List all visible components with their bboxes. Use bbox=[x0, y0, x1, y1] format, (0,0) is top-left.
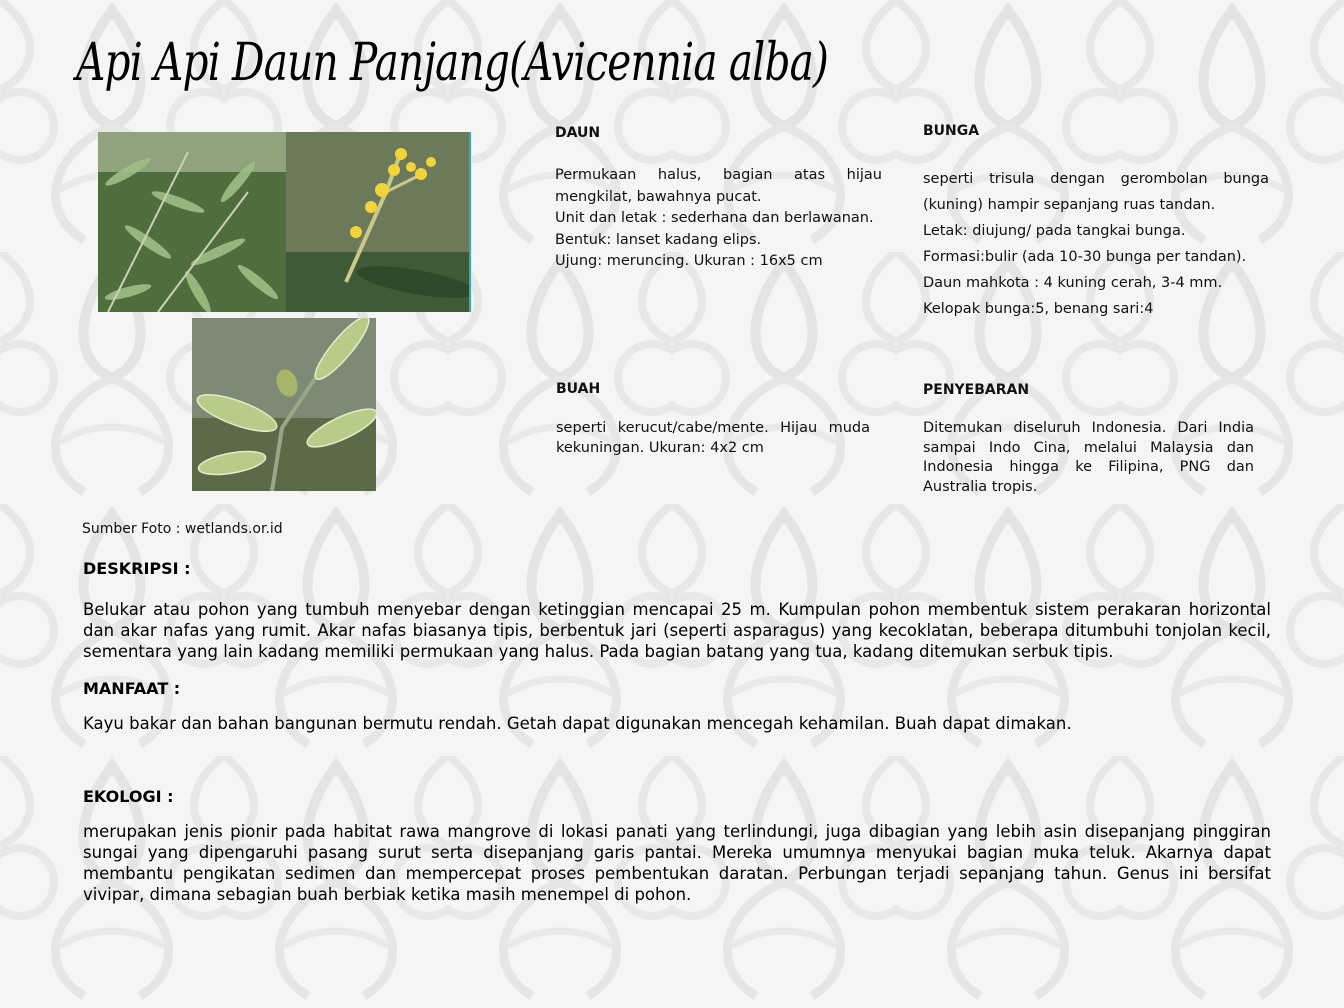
ekologi-heading: EKOLOGI : bbox=[83, 787, 174, 806]
deskripsi-heading: DESKRIPSI : bbox=[83, 559, 191, 578]
daun-line: Permukaan halus, bagian atas hijau mengkilat, bawahnya pucat. bbox=[555, 167, 882, 205]
buah-heading: BUAH bbox=[556, 381, 601, 397]
penyebaran-heading: PENYEBARAN bbox=[923, 382, 1030, 398]
photo-credit: Sumber Foto : wetlands.or.id bbox=[82, 521, 283, 537]
manfaat-heading: MANFAAT : bbox=[83, 679, 181, 698]
manfaat-text: Kayu bakar dan bahan bangunan bermutu rendah. Getah dapat digunakan mencegah kehamilan. Buah dapat dimakan. bbox=[83, 714, 1072, 733]
bunga-line: Daun mahkota : 4 kuning cerah, 3-4 mm. bbox=[923, 275, 1223, 291]
bunga-line: seperti trisula dengan gerombolan bunga (kuning) hampir sepanjang ruas tandan. bbox=[923, 171, 1269, 213]
daun-line: Bentuk: lanset kadang elips. bbox=[555, 231, 762, 248]
daun-line: Ujung: meruncing. Ukuran : 16x5 cm bbox=[555, 253, 823, 269]
bunga-details bbox=[923, 166, 1269, 322]
bunga-line: Letak: diujung/ pada tangkai bunga. bbox=[923, 223, 1186, 239]
ekologi-text: merupakan jenis pionir pada habitat rawa mangrove di lokasi panati yang terlindungi, juga dibagian yang lebih asin disepanjang pinggiran sungai yang dipengaruhi pasang surut serta disepanjang garis pantai. Mereka umumnya menyukai bagian muka teluk. Akarnya dapat membantu pengikatan sedimen dan mempercepat proses pembentukan daratan. Perbungan terjadi sepanjang tahun. Genus ini bersifat vivipar, dimana sebagian buah berbiak ketika masih menempel di pohon. bbox=[83, 822, 1271, 904]
daun-line: Unit dan letak : sederhana dan berlawanan. bbox=[555, 210, 874, 226]
bunga-line: Formasi:bulir (ada 10-30 bunga per tandan). bbox=[923, 249, 1247, 265]
photo-tree-foliage bbox=[98, 132, 286, 312]
page-title: Api Api Daun Panjang(Avicennia alba) bbox=[76, 33, 829, 93]
bunga-heading: BUNGA bbox=[923, 123, 980, 139]
daun-heading: DAUN bbox=[555, 125, 601, 141]
buah-details: seperti kerucut/cabe/mente. Hijau muda kekuningan. Ukuran: 4x2 cm bbox=[556, 420, 870, 456]
photo-fruit-branch bbox=[192, 318, 376, 491]
bunga-line: Kelopak bunga:5, benang sari:4 bbox=[923, 301, 1154, 317]
penyebaran-details: Ditemukan diseluruh Indonesia. Dari India sampai Indo Cina, melalui Malaysia dan Indonesia hingga ke Filipina, PNG dan Australia tropis. bbox=[923, 420, 1254, 495]
daun-details bbox=[555, 165, 882, 273]
deskripsi-text: Belukar atau pohon yang tumbuh menyebar dengan ketinggian mencapai 25 m. Kumpulan pohon membentuk sistem perakaran horizontal dan akar nafas yang rumit. Akar nafas biasanya tipis, berbentuk jari (seperti asparagus) yang kecoklatan, beberapa ditumbuhi tonjolan kecil, sementara yang lain kadang memiliki permukaan yang halus. Pada bagian batang yang tua, kadang ditemukan serbuk tipis. bbox=[83, 600, 1271, 661]
photo-flower-cluster bbox=[286, 132, 471, 312]
